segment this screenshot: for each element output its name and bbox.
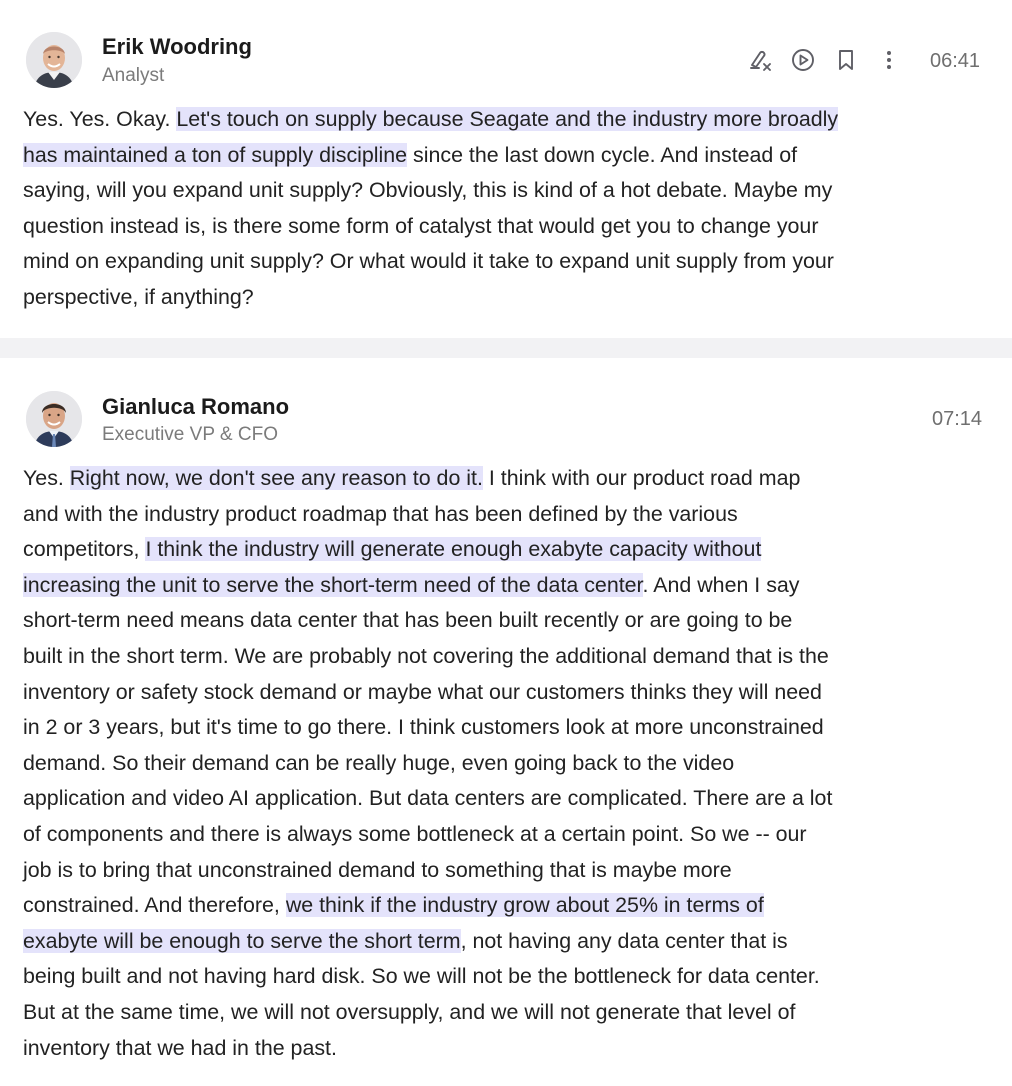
avatar (26, 32, 82, 88)
highlighted-text[interactable]: Right now, we don't see any reason to do it. (69, 466, 483, 490)
text-segment: . And when I say (642, 572, 800, 597)
text-segment: Yes. (23, 466, 70, 490)
text-segment: I think with our product road map (482, 466, 801, 490)
transcript-line (23, 497, 998, 533)
entry-toolbar (744, 44, 916, 76)
entry-separator (0, 338, 1012, 358)
transcript-line (23, 959, 998, 995)
text-segment: mind on expanding unit supply? Or what would it take to expand unit supply from your (23, 249, 834, 274)
text-segment: perspective, if anything? (23, 284, 254, 309)
play-button[interactable] (787, 44, 819, 76)
bookmark-icon (832, 46, 860, 74)
transcript-line (23, 924, 998, 960)
transcript-line (23, 568, 998, 604)
transcript-line (23, 138, 998, 174)
transcript-entry (0, 0, 1012, 338)
transcript-line (23, 675, 998, 711)
transcript-line (23, 639, 998, 675)
text-segment: inventory or safety stock demand or maybe what our customers thinks they will need (23, 679, 822, 704)
text-segment: question instead is, is there some form of catalyst that would get you to change your (23, 213, 819, 238)
more-options-button[interactable] (873, 44, 905, 76)
play-icon (789, 46, 817, 74)
text-segment: competitors, (23, 537, 146, 562)
speaker-name: Erik Woodring (102, 34, 252, 59)
transcript-line (23, 888, 998, 924)
transcript-line (23, 102, 998, 138)
text-segment: , not having any data center that is (460, 928, 788, 953)
text-segment: Yes. Yes. Okay. (23, 107, 177, 131)
text-segment: in 2 or 3 years, but it's time to go there. I think customers look at more unconstrained (23, 715, 824, 740)
transcript-line (23, 817, 998, 853)
timestamp[interactable]: 07:14 (932, 408, 983, 430)
transcript-line (23, 603, 998, 639)
transcript-text (23, 461, 998, 1066)
avatar (26, 391, 82, 447)
highlighted-text[interactable]: increasing the unit to serve the short-term need of the data center (23, 572, 643, 597)
highlighted-text[interactable]: I think the industry will generate enough exabyte capacity without (145, 537, 762, 562)
transcript-line (23, 280, 998, 316)
text-segment: application and video AI application. But data centers are complicated. There are a lot (23, 786, 833, 811)
text-segment: built in the short term. We are probably not covering the additional demand that is the (23, 643, 829, 668)
text-segment: demand. So their demand can be really huge, even going back to the video (23, 750, 735, 775)
text-segment: saying, will you expand unit supply? Obviously, this is kind of a hot debate. Maybe my (23, 178, 833, 203)
highlighted-text[interactable]: we think if the industry grow about 25% in terms of (285, 893, 764, 918)
transcript-line (23, 1031, 998, 1067)
transcript-line (23, 710, 998, 746)
text-segment: since the last down cycle. And instead of (407, 142, 798, 167)
more-vertical-icon (875, 46, 903, 74)
highlighted-text[interactable]: Let's touch on supply because Seagate and the industry more broadly (176, 107, 839, 131)
transcript-line (23, 532, 998, 568)
highlighted-text[interactable]: exabyte will be enough to serve the short term (23, 928, 461, 953)
clear-highlight-button[interactable] (744, 44, 776, 76)
text-segment: job is to bring that unconstrained demand to something that is maybe more (23, 857, 732, 882)
transcript-line (23, 209, 998, 245)
transcript-text (23, 102, 998, 316)
transcript-line (23, 244, 998, 280)
transcript-line (23, 853, 998, 889)
transcript-line (23, 995, 998, 1031)
text-segment: short-term need means data center that has been built recently or are going to be (23, 608, 793, 633)
bookmark-button[interactable] (830, 44, 862, 76)
transcript-line (23, 746, 998, 782)
text-segment: of components and there is always some bottleneck at a certain point. So we -- our (23, 821, 807, 846)
text-segment: constrained. And therefore, (23, 893, 286, 918)
speaker-name: Gianluca Romano (102, 394, 290, 419)
text-segment: But at the same time, we will not oversupply, and we will not generate that level of (23, 999, 796, 1024)
clear-highlight-icon (746, 46, 774, 74)
speaker-role: Executive VP & CFO (102, 424, 278, 445)
speaker-role: Analyst (102, 65, 165, 86)
timestamp[interactable]: 06:41 (930, 50, 981, 72)
transcript-line (23, 173, 998, 209)
transcript-line (23, 461, 998, 497)
highlighted-text[interactable]: has maintained a ton of supply discipline (23, 142, 408, 167)
text-segment: inventory that we had in the past. (23, 1035, 337, 1060)
text-segment: being built and not having hard disk. So we will not be the bottleneck for data center. (23, 964, 820, 989)
text-segment: and with the industry product roadmap that has been defined by the various (23, 501, 738, 526)
transcript-line (23, 781, 998, 817)
